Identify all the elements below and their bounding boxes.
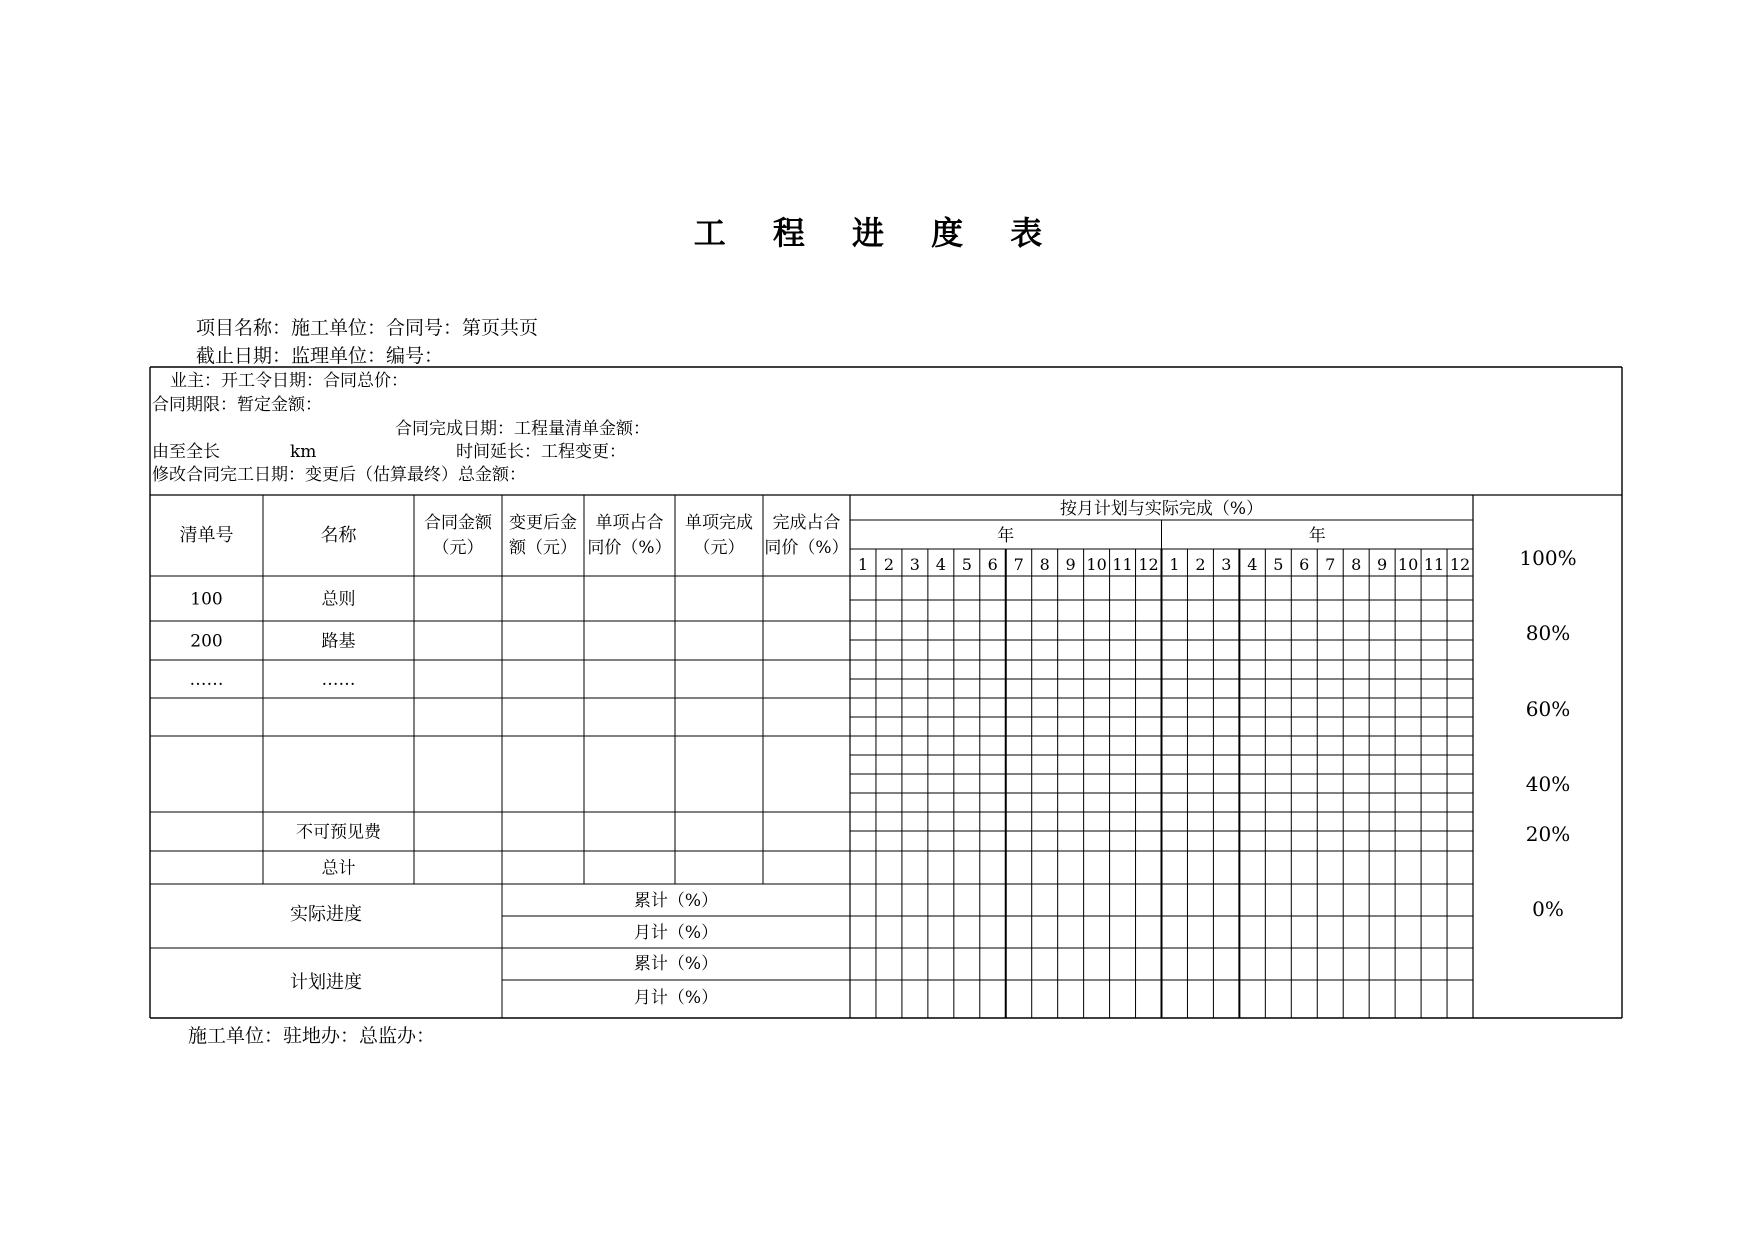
scale-label: 40% <box>1525 772 1571 796</box>
month-label: 11 <box>1112 555 1133 574</box>
scale-label: 100% <box>1519 546 1577 570</box>
column-header-name: 名称 <box>320 525 357 546</box>
row-name: 总计 <box>321 858 356 879</box>
month-label: 12 <box>1138 555 1159 574</box>
month-label: 6 <box>1299 555 1310 574</box>
footer-signatures: 施工单位：驻地办：总监办： <box>188 1025 436 1047</box>
month-label: 10 <box>1086 555 1107 574</box>
column-header-contract-amount: 合同金额 <box>424 513 492 533</box>
month-label: 10 <box>1397 555 1419 574</box>
column-header-item-complete: 单项完成 <box>685 513 753 533</box>
info-extension-line: 时间延长：工程变更： <box>456 442 626 462</box>
column-header-complete-ratio: 完成占合 <box>772 513 841 533</box>
month-label: 7 <box>1013 555 1024 574</box>
header-line-2: 截止日期：监理单位：编号： <box>196 345 444 367</box>
planned-progress-label: 计划进度 <box>290 972 362 993</box>
page-title: 工 程 进 度 表 <box>693 214 1061 252</box>
row-name: 总则 <box>321 589 356 610</box>
column-header-changed-amount: 变更后金 <box>509 513 577 533</box>
row-item-no: …… <box>189 670 224 690</box>
month-label: 4 <box>935 555 946 574</box>
month-label: 4 <box>1247 555 1258 574</box>
info-length-unit: km <box>290 442 317 462</box>
month-label: 3 <box>1221 555 1232 574</box>
scale-label: 80% <box>1525 621 1571 645</box>
month-label: 9 <box>1065 555 1076 574</box>
month-label: 8 <box>1351 555 1362 574</box>
month-label: 12 <box>1449 555 1471 574</box>
month-label: 1 <box>857 555 869 574</box>
month-label: 2 <box>883 555 895 574</box>
month-label: 5 <box>1273 555 1284 574</box>
column-header-item-ratio: 同价（%） <box>587 538 672 558</box>
column-header-item-ratio: 单项占合 <box>595 513 664 533</box>
row-item-no: 200 <box>190 631 223 652</box>
info-completion-line: 合同完成日期：工程量清单金额： <box>395 419 650 439</box>
monthly-header: 按月计划与实际完成（%） <box>1059 499 1264 519</box>
column-header-complete-ratio: 同价（%） <box>764 538 849 558</box>
month-label: 2 <box>1195 555 1206 574</box>
info-revised-line: 修改合同完工日期：变更后（估算最终）总金额： <box>152 465 526 485</box>
scale-label: 0% <box>1532 897 1564 921</box>
info-length-label: 由至全长 <box>152 442 220 462</box>
month-label: 7 <box>1325 555 1336 574</box>
year-label: 年 <box>1308 526 1326 546</box>
month-label: 9 <box>1377 555 1388 574</box>
info-duration-line: 合同期限：暂定金额： <box>152 395 322 415</box>
planned-cumulative-label: 累计（%） <box>633 954 719 974</box>
row-item-no: 100 <box>190 589 223 610</box>
actual-cumulative-label: 累计（%） <box>633 891 719 911</box>
column-header-item-complete: （元） <box>693 538 745 558</box>
month-label: 3 <box>909 555 920 574</box>
row-name: 不可预见费 <box>296 822 381 843</box>
scale-label: 20% <box>1525 822 1571 846</box>
actual-monthly-label: 月计（%） <box>633 923 719 943</box>
column-header-changed-amount: 额（元） <box>509 538 577 558</box>
header-line-1: 项目名称：施工单位：合同号：第页共页 <box>196 317 539 339</box>
month-label: 5 <box>961 555 972 574</box>
planned-monthly-label: 月计（%） <box>633 988 719 1008</box>
year-label: 年 <box>997 526 1015 546</box>
actual-progress-label: 实际进度 <box>290 904 362 925</box>
month-label: 6 <box>987 555 998 574</box>
month-label: 8 <box>1039 555 1050 574</box>
month-label: 1 <box>1169 555 1180 574</box>
column-header-item-no: 清单号 <box>179 525 234 546</box>
row-name: 路基 <box>321 631 356 652</box>
column-header-contract-amount: （元） <box>432 538 484 558</box>
scale-label: 60% <box>1525 697 1571 721</box>
info-owner-line: 业主：开工令日期：合同总价： <box>170 371 408 391</box>
row-name: …… <box>321 670 356 690</box>
month-label: 11 <box>1423 555 1445 574</box>
